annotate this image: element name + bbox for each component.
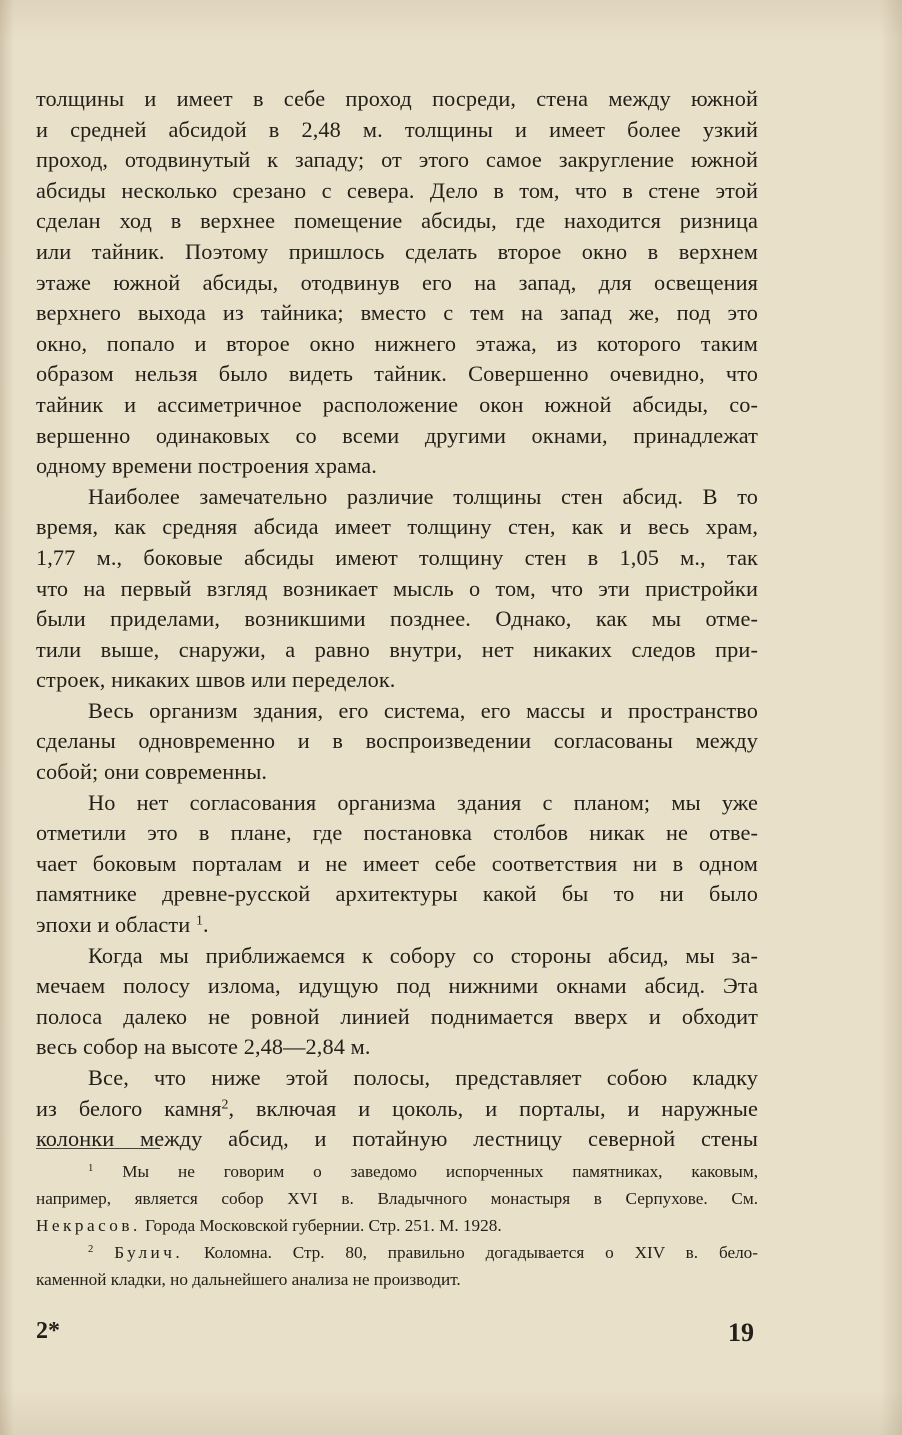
text-line	[36, 1094, 758, 1125]
text-line: вершенно одинаковых со всеми другими окнами, принадлежат	[36, 422, 758, 448]
text-line: Наиболее замечательно различие толщины стен абсид. В то	[88, 483, 758, 509]
footnote-1	[36, 1158, 758, 1185]
text-line	[36, 910, 758, 941]
text-fragment: , включая и цоколь, и порталы, и наружные	[228, 1095, 758, 1121]
footnote-2	[36, 1239, 758, 1266]
footnote-line	[36, 1212, 758, 1239]
footnotes	[36, 1158, 758, 1293]
text-line: отметили это в плане, где постановка столбов никак не отве-	[36, 820, 758, 846]
text-line: проход, отодвинутый к западу; от этого самое закругление южной	[36, 147, 758, 173]
footnote-author: Булич.	[114, 1243, 184, 1262]
text-line: одному времени построения храма.	[36, 453, 377, 479]
footnote-ref-2[interactable]: 2	[221, 1096, 229, 1111]
footnote-mark: 1	[88, 1163, 94, 1175]
text-line: Весь организм здания, его система, его массы и пространство	[88, 697, 758, 723]
text-line: полоса далеко не ровной линией поднимается вверх и обходит	[36, 1003, 758, 1029]
footnote-text: Города Московской губернии. Стр. 251. М. 1928.	[145, 1216, 502, 1235]
text-line: строек, никаких швов или переделок.	[36, 667, 396, 693]
text-line: этаже южной абсиды, отодвинув его на запад, для освещения	[36, 269, 758, 295]
text-line: колонки между абсид, и потайную лестницу северной стены	[36, 1126, 758, 1152]
text-line: мечаем полосу излома, идущую под нижними окнами абсид. Эта	[36, 973, 758, 999]
text-line: 1,77 м., боковые абсиды имеют толщину стен в 1,05 м., так	[36, 544, 758, 570]
text-line: сделаны одновременно и в воспроизведении согласованы между	[36, 728, 758, 754]
text-line: сделан ход в верхнее помещение абсиды, где находится ризница	[36, 208, 758, 234]
text-line: чает боковым порталам и не имеет себе соответствия ни в одном	[36, 850, 758, 876]
text-line: что на первый взгляд возникает мысль о том, что эти пристройки	[36, 575, 758, 601]
footnote-ref-1[interactable]: 1	[195, 912, 203, 928]
text-line: или тайник. Поэтому пришлось сделать второе окно в верхнем	[36, 238, 758, 264]
footnote-text: Коломна. Стр. 80, правильно догадывается о XIV в. бело-	[204, 1243, 758, 1262]
text-line: Но нет согласования организма здания с планом; мы уже	[88, 789, 758, 815]
text-line: Все, что ниже этой полосы, представляет собою кладку	[88, 1065, 758, 1090]
text-line: окно, попало и второе окно нижнего этажа, из которого таким	[36, 330, 758, 356]
text-line: тили выше, снаружи, а равно внутри, нет никаких следов при-	[36, 636, 758, 662]
footnote-line: например, является собор XVI в. Владычного монастыря в Серпухове. См.	[36, 1189, 758, 1208]
footnote-line: каменной кладки, но дальнейшего анализа не производит.	[36, 1270, 461, 1289]
footnote-author: Некрасов.	[36, 1216, 141, 1235]
text-line: памятнике древне-русской архитектуры какой бы то ни было	[36, 881, 758, 907]
text-line: образом нельзя было видеть тайник. Совершенно очевидно, что	[36, 361, 758, 387]
text-line: время, как средняя абсида имеет толщину стен, как и весь храм,	[36, 514, 758, 540]
main-text	[36, 84, 758, 1155]
text-fragment: эпохи и области	[36, 912, 191, 938]
text-fragment: из белого камня	[36, 1095, 222, 1121]
text-line: абсиды несколько срезано с севера. Дело в том, что в стене этой	[36, 177, 758, 203]
text-fragment: .	[203, 912, 209, 938]
text-line: верхнего выхода из тайника; вместо с тем на запад же, под это	[36, 300, 758, 326]
text-line: были приделами, возникшими позднее. Однако, как мы отме-	[36, 606, 758, 632]
footnote-mark: 2	[88, 1244, 94, 1256]
text-line: и средней абсидой в 2,48 м. толщины и имеет более узкий	[36, 116, 758, 142]
text-line: весь собор на высоте 2,48—2,84 м.	[36, 1034, 371, 1060]
text-line: толщины и имеет в себе проход посреди, стена между южной	[36, 86, 758, 111]
footnote-divider	[36, 1148, 160, 1149]
text-line: тайник и ассиметричное расположение окон южной абсиды, со-	[36, 391, 758, 417]
footnote-text: Мы не говорим о заведомо испорченных памятниках, каковым,	[122, 1162, 759, 1181]
text-line: собой; они современны.	[36, 759, 268, 785]
signature-mark: 2*	[36, 1318, 60, 1344]
text-line: Когда мы приближаемся к собору со стороны абсид, мы за-	[88, 942, 758, 968]
page-number: 19	[728, 1318, 754, 1347]
